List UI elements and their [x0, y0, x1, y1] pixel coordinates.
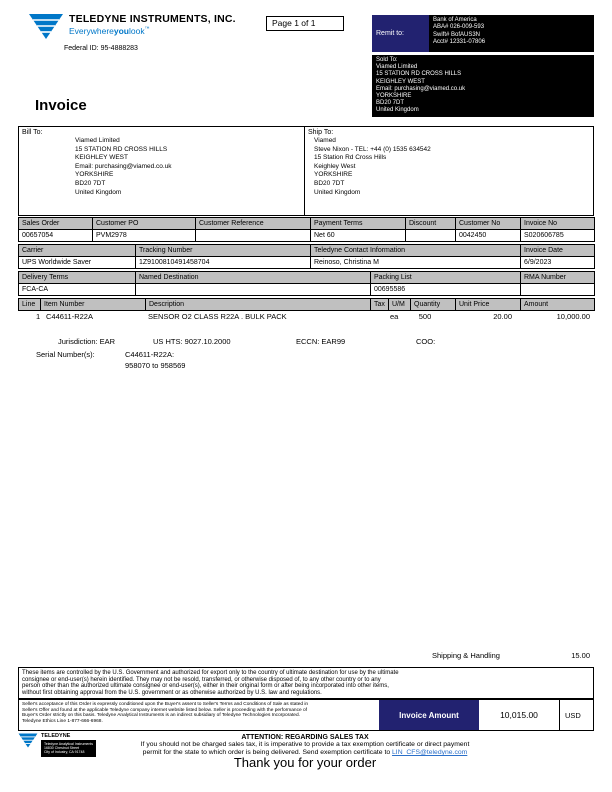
col-header: Teledyne Contact Information: [311, 245, 521, 257]
shipping-handling-label: Shipping & Handling: [432, 651, 500, 660]
col-header: Tax: [371, 299, 389, 311]
serial-item-number: C44611-R22A:: [125, 350, 175, 359]
sold-to-line: KEIGHLEY WEST: [376, 78, 425, 85]
customer-reference-value: [196, 230, 311, 242]
packing-list-value: 00695586: [371, 284, 521, 296]
col-header: Line: [19, 299, 41, 311]
delivery-value-row: [19, 284, 595, 296]
col-header: Discount: [406, 218, 456, 230]
footer-address-line: 16830 Chestnut Street: [44, 746, 80, 751]
bank-account: Acct# 12331-07806: [433, 39, 486, 46]
col-header: Amount: [521, 299, 595, 311]
invoice-amount-value: 10,015.00: [500, 710, 538, 720]
line-items-header-table: [18, 298, 595, 311]
col-header: Carrier: [19, 245, 136, 257]
col-header: Customer Reference: [196, 218, 311, 230]
sold-to-line: United Kingdom: [376, 107, 419, 114]
bill-to-line: KEIGHLEY WEST: [75, 154, 128, 162]
terms-notice-line: Seller's acceptance of this Order is expressly conditioned upon the Buyer's assent to Seller's Terms and Conditions of Sale as stated in: [22, 702, 309, 707]
thank-you-message: Thank you for your order: [233, 755, 377, 770]
federal-id: Federal ID: 95-4888283: [64, 45, 138, 52]
remit-to-label: Remit to:: [372, 15, 429, 52]
addresses-row: [18, 126, 594, 216]
bank-name: Bank of America: [433, 17, 477, 23]
terms-notice-line: Teledyne Ethics Line 1-877-666-6968.: [22, 719, 103, 725]
footer-logo: [18, 733, 96, 757]
shipping-handling-value: 15.00: [571, 651, 590, 660]
ship-to-line: Steve Nixon - TEL: +44 (0) 1535 634542: [314, 145, 431, 153]
delivery-table: [18, 271, 595, 296]
attention-line-text: permit for the state to which order is being delivered. Send exemption certificate to: [142, 749, 393, 756]
tagline-part: Everywhere: [69, 26, 114, 36]
bill-to-line: Viamed Limited: [75, 137, 120, 144]
payment-terms-value: Net 60: [311, 230, 406, 242]
serial-range: 958070 to 958569: [125, 361, 186, 370]
company-tagline: [69, 26, 236, 36]
sold-to-line: YORKSHIRE: [376, 93, 412, 100]
bill-to-line: United Kingdom: [75, 188, 122, 196]
sales-tax-attention: [140, 734, 470, 757]
bank-aba: ABA# 026-009-593: [433, 24, 485, 31]
ship-to-address: [314, 137, 590, 197]
bill-to-line: BD20 7DT: [75, 179, 106, 187]
discount-value: [406, 230, 456, 242]
teledyne-logo: [28, 13, 236, 40]
order-info-value-row: [19, 230, 595, 242]
item-um: ea: [390, 312, 399, 321]
export-notice-line: without first obtaining approval from the U.S. government or as otherwise authorized by U.S. law and regulations.: [22, 689, 322, 696]
line-items-header-row: [19, 299, 595, 311]
carrier-table: [18, 244, 595, 269]
page-title: Invoice: [35, 97, 87, 114]
tagline-part: you: [113, 26, 130, 36]
sold-to-line: BD20 7DT: [376, 100, 405, 107]
serial-numbers-label: Serial Number(s):: [36, 350, 95, 359]
item-quantity: 500: [418, 312, 432, 321]
invoice-no-value: S020606785: [521, 230, 595, 242]
attention-line: If you should not be charged sales tax, it is imperative to provide a tax exemption certificate or direct payment: [140, 741, 470, 748]
delivery-header-row: [19, 272, 595, 284]
ship-to-line: BD20 7DT: [314, 179, 345, 187]
trademark-symbol: ™: [144, 26, 150, 33]
sold-to-line: Email: purchasing@viamed.co.uk: [376, 85, 466, 92]
item-unit-price: 20.00: [493, 312, 512, 321]
item-coo: COO:: [416, 337, 436, 346]
invoice-amount-row: [18, 699, 594, 731]
ship-to-line: Keighley West: [314, 162, 356, 170]
ship-to-line: United Kingdom: [314, 188, 361, 196]
customer-po-value: PVM2978: [93, 230, 196, 242]
export-notice-line: These items are controlled by the U.S. Government and authorized for export only to the country of ultimate destination for use by the ultimate: [22, 670, 399, 676]
footer-teledyne-logo-icon: [18, 733, 38, 748]
sold-to-box: [372, 55, 594, 117]
export-control-notice: [18, 667, 594, 699]
attention-title: ATTENTION: REGARDING SALES TAX: [241, 734, 369, 741]
item-us-hts: US HTS: 9027.10.2000: [153, 337, 231, 346]
remit-bank-details: [429, 15, 594, 52]
bill-to-line: Email: purchasing@viamed.co.uk: [75, 162, 172, 170]
ship-to-label: Ship To:: [308, 129, 334, 136]
item-amount: 10,000.00: [556, 312, 590, 321]
rma-number-value: [521, 284, 595, 296]
footer-address-line: Teledyne Analytical Instruments: [44, 742, 94, 746]
col-header: U/M: [389, 299, 411, 311]
item-number: C44611-R22A: [46, 312, 93, 321]
contact-value: Reinoso, Christina M: [311, 257, 521, 269]
col-header: Customer No: [456, 218, 521, 230]
carrier-header-row: [19, 245, 595, 257]
ship-to-line: Viamed: [314, 137, 336, 144]
sales-order-value: 00657054: [19, 230, 93, 242]
bill-to-line: YORKSHIRE: [75, 171, 114, 179]
named-destination-value: [136, 284, 371, 296]
col-header: Invoice Date: [521, 245, 595, 257]
col-header: Named Destination: [136, 272, 371, 284]
ship-to-line: YORKSHIRE: [314, 171, 353, 179]
col-header: Unit Price: [456, 299, 521, 311]
bill-to-line: 15 STATION RD CROSS HILLS: [75, 145, 168, 153]
export-notice-line: consignee or end-user(s) herein identified. They may not be resold, transferred, or otherwise disposed of, to any other country or to any: [22, 676, 381, 683]
invoice-amount-label: Invoice Amount: [379, 700, 479, 730]
order-info-table: [18, 217, 595, 242]
invoice-currency: USD: [559, 700, 593, 730]
sold-to-label: Sold To:: [376, 57, 398, 63]
col-header: Quantity: [411, 299, 456, 311]
ship-to-line: 15 Station Rd Cross Hills: [314, 154, 387, 162]
col-header: Packing List: [371, 272, 521, 284]
sold-to-line: 15 STATION RD CROSS HILLS: [376, 71, 462, 78]
footer-company-word: TELEDYNE: [41, 733, 71, 739]
terms-notice-line: Buyer's Order strictly on this basis. Teledyne Analytical Instruments is an indirect subsidiary of Teledyne Technologies Incorporated.: [22, 713, 300, 719]
page-indicator: Page 1 of 1: [266, 16, 344, 31]
item-jurisdiction: Jurisdiction: EAR: [58, 337, 116, 346]
col-header: Invoice No: [521, 218, 595, 230]
footer-address-block: [41, 740, 96, 757]
col-header: Item Number: [41, 299, 146, 311]
footer-address-line: City of Industry, CA 91748: [44, 750, 85, 755]
customer-no-value: 0042450: [456, 230, 521, 242]
tagline-part: look: [129, 26, 145, 36]
col-header: Customer PO: [93, 218, 196, 230]
terms-notice: [19, 700, 379, 730]
carrier-value: UPS Worldwide Saver: [19, 257, 136, 269]
order-info-header-row: [19, 218, 595, 230]
export-notice-line: person other than the authorized ultimate consignee or end-user(s), either in their original form or after being incorporated into other items,: [22, 683, 389, 690]
carrier-value-row: [19, 257, 595, 269]
ship-to-box: [304, 126, 594, 216]
delivery-terms-value: FCA-CA: [19, 284, 136, 296]
bill-to-address: [75, 137, 301, 197]
logo-text: [69, 13, 236, 36]
bill-to-box: [18, 126, 305, 216]
col-header: RMA Number: [521, 272, 595, 284]
sold-to-line: Viamed Limited: [376, 64, 418, 71]
tracking-number-value: 1Z9100810491458704: [136, 257, 311, 269]
company-name: TELEDYNE INSTRUMENTS, INC.: [69, 13, 236, 25]
item-description: SENSOR O2 CLASS R22A . BULK PACK: [148, 312, 287, 321]
terms-notice-line: Seller's Offer and found at the applicable Teledyne company internet website listed below. Seller is proceeding with the performance of: [22, 707, 307, 713]
col-header: Sales Order: [19, 218, 93, 230]
exemption-email-link[interactable]: LIN_CFS@teledyne.com: [392, 749, 468, 756]
line-number: 1: [36, 312, 41, 321]
bill-to-label: Bill To:: [22, 129, 43, 136]
item-eccn: ECCN: EAR99: [296, 337, 346, 346]
col-header: Description: [146, 299, 371, 311]
invoice-date-value: 6/9/2023: [521, 257, 595, 269]
bank-swift: Swift# BofAUS3N: [433, 31, 481, 38]
footer-logo-text: [41, 733, 96, 757]
col-header: Payment Terms: [311, 218, 406, 230]
teledyne-logo-icon: [28, 13, 64, 40]
col-header: Tracking Number: [136, 245, 311, 257]
col-header: Delivery Terms: [19, 272, 136, 284]
